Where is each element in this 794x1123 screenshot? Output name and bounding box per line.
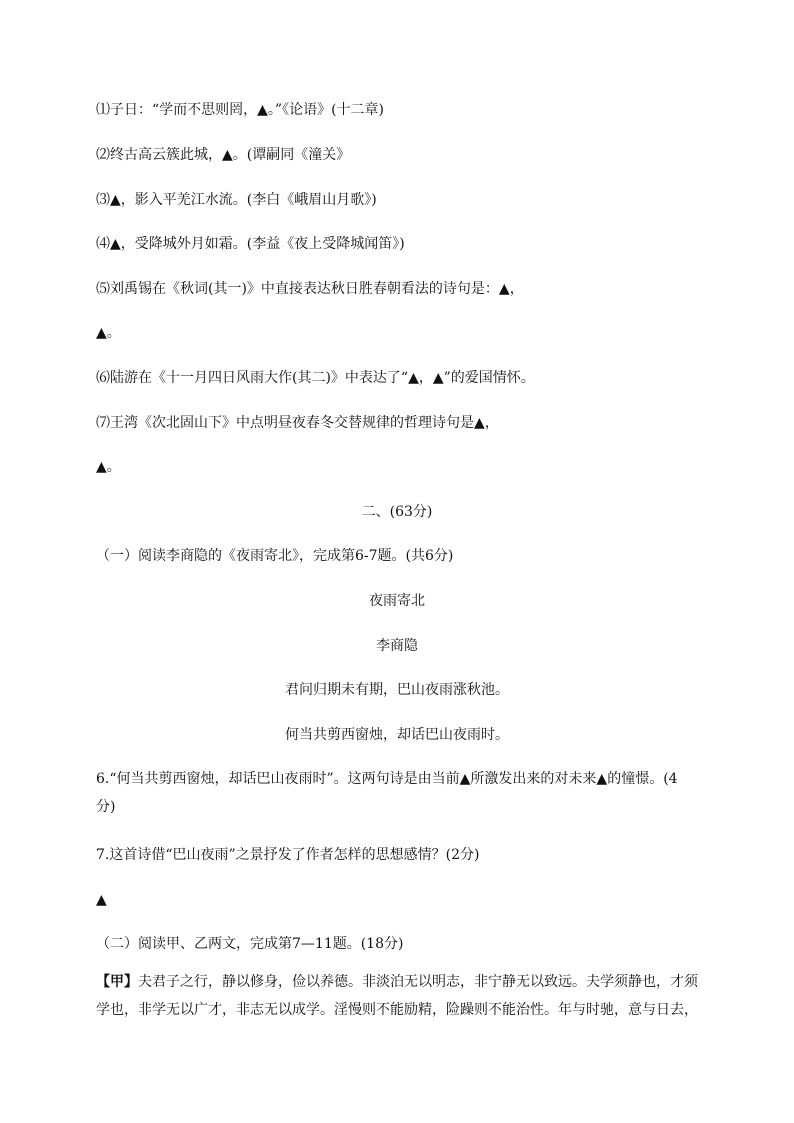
fill-blank-item-7: ⑺王湾《次北固山下》中点明昼夜春冬交替规律的哲理诗句是▲， (96, 415, 499, 431)
question-7-answer-blank: ▲ (96, 892, 107, 908)
question-6: 6.“何当共剪西窗烛，却话巴山夜雨时”。这两句诗是由当前▲所激发出来的对未来▲的憧憬。(4 (96, 771, 678, 787)
question-7: 7.这首诗借“巴山夜雨”之景抒发了作者怎样的思想感情？(2分) (96, 847, 480, 863)
part2-intro: （二）阅读甲、乙两文，完成第7—11题。(18分) (96, 936, 404, 952)
fill-blank-item-7-continued: ▲。 (96, 459, 121, 475)
fill-blank-item-1: ⑴子日：“学而不思则罔，▲。”《论语》(十二章) (96, 102, 385, 118)
passage-line-1 (96, 972, 698, 992)
section-heading: 二、(63分) (361, 504, 433, 520)
poem-title: 夜雨寄北 (369, 593, 425, 609)
poem-line-2: 何当共剪西窗烛，却话巴山夜雨时。 (285, 727, 509, 743)
poem-author: 李商隐 (376, 638, 418, 654)
fill-blank-item-2: ⑵终古高云簇此城，▲。(谭嗣同《潼关》 (96, 147, 351, 163)
fill-blank-item-6: ⑹陆游在《十一月四日风雨大作(其二)》中表达了“▲，▲”的爱国情怀。 (96, 370, 535, 386)
fill-blank-item-4: ⑷▲，受降城外月如霜。(李益《夜上受降城闻笛》) (96, 236, 405, 252)
fill-blank-item-5: ⑸刘禹锡在《秋词(其一)》中直接表达秋日胜春朝看法的诗句是：▲， (96, 281, 524, 297)
passage-line-2: 学也，非学无以广才，非志无以成学。淫慢则不能励精，险躁则不能治性。年与时驰，意与日去， (96, 1002, 698, 1018)
poem-line-1: 君问归期未有期，巴山夜雨涨秋池。 (285, 682, 509, 698)
part1-intro: （一）阅读李商隐的《夜雨寄北》，完成第6-7题。(共6分) (96, 548, 454, 564)
fill-blank-item-5-continued: ▲。 (96, 325, 121, 341)
passage-label: 【甲】 (96, 974, 138, 990)
question-6-continued: 分) (96, 799, 116, 815)
fill-blank-item-3: ⑶▲，影入平羌江水流。(李白《峨眉山月歌》) (96, 192, 377, 208)
passage-text-1: 夫君子之行，静以修身，俭以养德。非淡泊无以明志，非宁静无以致远。夫学须静也，才须 (138, 974, 698, 990)
